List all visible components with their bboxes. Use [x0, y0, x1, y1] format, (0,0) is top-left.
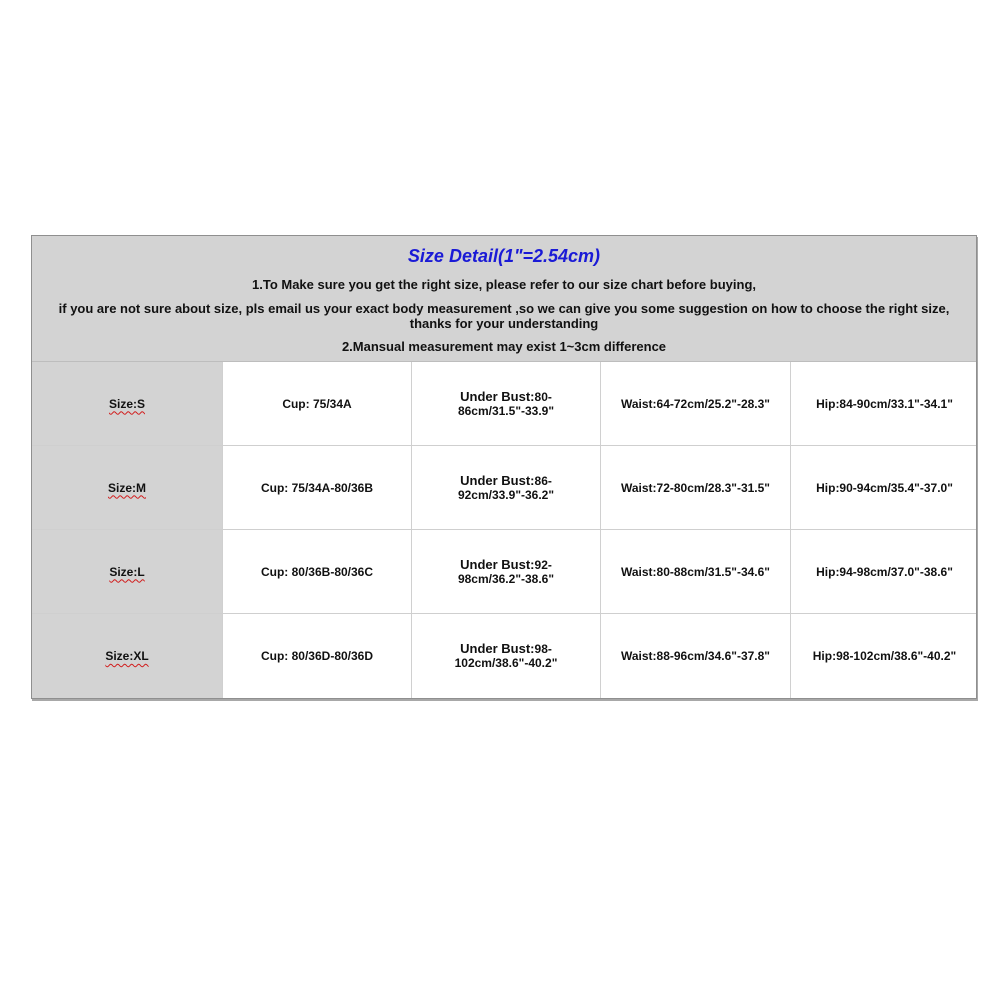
note-refer-size-chart: 1.To Make sure you get the right size, please refer to our size chart before buying,	[252, 277, 756, 292]
hip-cell: Hip:90-94cm/35.4"-37.0"	[790, 446, 978, 529]
size-cell	[32, 614, 222, 698]
under-bust-label: Under Bust:	[460, 641, 535, 656]
size-chart-title: Size Detail(1"=2.54cm)	[407, 246, 601, 266]
size-row-l	[32, 530, 976, 614]
under-bust-value: 86-92cm/33.9"-36.2"	[457, 473, 555, 502]
under-bust-cell	[411, 446, 600, 529]
cup-cell: Cup: 75/34A-80/36B	[222, 446, 411, 529]
note-measurement-difference: 2.Mansual measurement may exist 1~3cm difference	[341, 339, 667, 354]
size-chart-header	[32, 236, 976, 362]
size-row-xl	[32, 614, 976, 698]
under-bust-cell	[411, 614, 600, 698]
waist-cell: Waist:80-88cm/31.5"-34.6"	[600, 530, 790, 613]
under-bust-value: 92-98cm/36.2"-38.6"	[457, 557, 555, 586]
under-bust-cell	[411, 530, 600, 613]
size-table	[32, 362, 976, 698]
under-bust-value: 98-102cm/38.6"-40.2"	[454, 642, 558, 670]
size-row-m	[32, 446, 976, 530]
cup-cell: Cup: 75/34A	[222, 362, 411, 445]
size-label: Size:M	[107, 480, 146, 495]
under-bust-label: Under Bust:	[460, 388, 535, 404]
size-row-s	[32, 362, 976, 446]
hip-cell: Hip:98-102cm/38.6"-40.2"	[790, 614, 978, 698]
under-bust-label: Under Bust:	[460, 472, 535, 488]
cup-cell: Cup: 80/36B-80/36C	[222, 530, 411, 613]
size-chart	[31, 235, 977, 699]
waist-cell: Waist:72-80cm/28.3"-31.5"	[600, 446, 790, 529]
size-cell	[32, 530, 222, 613]
size-cell	[32, 446, 222, 529]
under-bust-value: 80-86cm/31.5"-33.9"	[457, 389, 555, 418]
note-thanks: thanks for your understanding	[409, 316, 599, 331]
waist-cell: Waist:88-96cm/34.6"-37.8"	[600, 614, 790, 698]
hip-cell: Hip:94-98cm/37.0"-38.6"	[790, 530, 978, 613]
waist-cell: Waist:64-72cm/25.2"-28.3"	[600, 362, 790, 445]
size-label: Size:S	[108, 396, 145, 411]
note-email-measurement: if you are not sure about size, pls email us your exact body measurement ,so we can give you some suggestion on how to choose the right size,	[58, 301, 950, 316]
size-label: Size:XL	[105, 649, 149, 663]
under-bust-cell	[411, 362, 600, 445]
size-cell	[32, 362, 222, 445]
size-label: Size:L	[109, 564, 145, 579]
hip-cell: Hip:84-90cm/33.1"-34.1"	[790, 362, 978, 445]
cup-cell: Cup: 80/36D-80/36D	[222, 614, 411, 698]
under-bust-label: Under Bust:	[460, 556, 535, 572]
